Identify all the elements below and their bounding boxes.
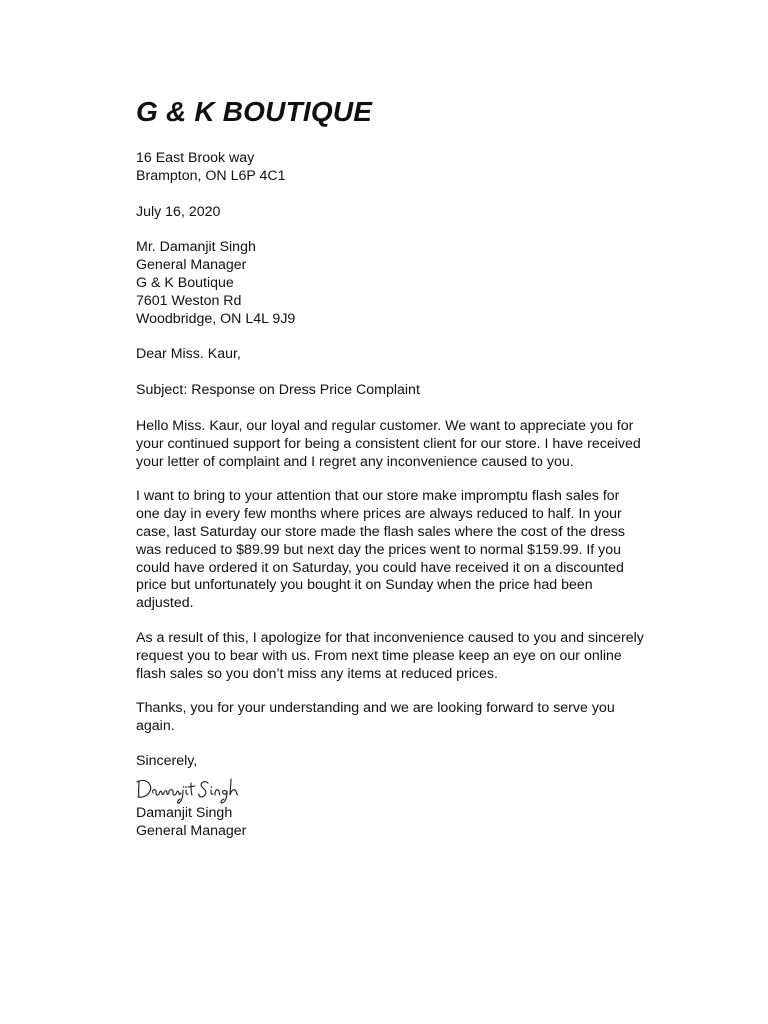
recipient-line: Mr. Damanjit Singh xyxy=(136,239,256,256)
recipient-line: Woodbridge, ON L4L 9J9 xyxy=(136,310,296,327)
recipient-line: G & K Boutique xyxy=(136,274,234,291)
body-paragraph xyxy=(136,700,666,736)
signatory-title: General Manager xyxy=(136,822,247,839)
closing-block xyxy=(136,753,666,840)
handwritten-signature xyxy=(136,775,666,805)
body-paragraph xyxy=(136,418,666,471)
sender-address-line: Brampton, ON L6P 4C1 xyxy=(136,167,286,184)
recipient-line: 7601 Weston Rd xyxy=(136,292,242,309)
date-text: July 16, 2020 xyxy=(136,203,221,220)
letter-body xyxy=(136,96,666,840)
paragraph-line: case, last Saturday our store made the flash sales where the cost of the dress xyxy=(136,523,625,540)
signature-drawing xyxy=(136,775,266,805)
paragraph-line: adjusted. xyxy=(136,595,194,612)
complimentary-close: Sincerely, xyxy=(136,752,198,769)
paragraph-line: price but unfortunately you bought it on Sunday when the price had been xyxy=(136,577,593,594)
paragraph-line: again. xyxy=(136,718,175,735)
paragraph-line: request you to bear with us. From next time please keep an eye on our online xyxy=(136,647,622,664)
sender-address-line: 16 East Brook way xyxy=(136,150,255,166)
paragraph-line: one day in every few months where prices are always reduced to half. In your xyxy=(136,506,622,523)
salutation-text: Dear Miss. Kaur, xyxy=(136,346,241,363)
paragraph-line: was reduced to $89.99 but next day the prices went to normal $159.99. If you xyxy=(136,541,622,558)
recipient-line: General Manager xyxy=(136,257,247,274)
paragraph-line: Hello Miss. Kaur, our loyal and regular customer. We want to appreciate you for xyxy=(136,417,634,434)
company-name: G & K BOUTIQUE xyxy=(136,96,373,127)
subject-line xyxy=(136,382,666,400)
paragraph-line: could have ordered it on Saturday, you could have received it on a discounted xyxy=(136,559,624,576)
subject-text: Subject: Response on Dress Price Complaint xyxy=(136,382,420,399)
paragraph-line: flash sales so you don’t miss any items at reduced prices. xyxy=(136,665,498,682)
paragraph-line: Thanks, you for your understanding and we are looking forward to serve you xyxy=(136,700,615,717)
paragraph-line: your letter of complaint and I regret any inconvenience caused to you. xyxy=(136,453,574,470)
signatory-name: Damanjit Singh xyxy=(136,804,233,821)
body-paragraph xyxy=(136,630,666,683)
letter-date xyxy=(136,204,666,222)
salutation xyxy=(136,346,666,364)
recipient-address xyxy=(136,239,666,328)
paragraph-line: I want to bring to your attention that our store make impromptu flash sales for xyxy=(136,488,620,505)
sender-address xyxy=(136,150,666,186)
paragraph-line: your continued support for being a consistent client for our store. I have received xyxy=(136,435,641,452)
paragraph-line: As a result of this, I apologize for that inconvenience caused to you and sincerely xyxy=(136,629,644,646)
body-paragraph xyxy=(136,488,666,613)
